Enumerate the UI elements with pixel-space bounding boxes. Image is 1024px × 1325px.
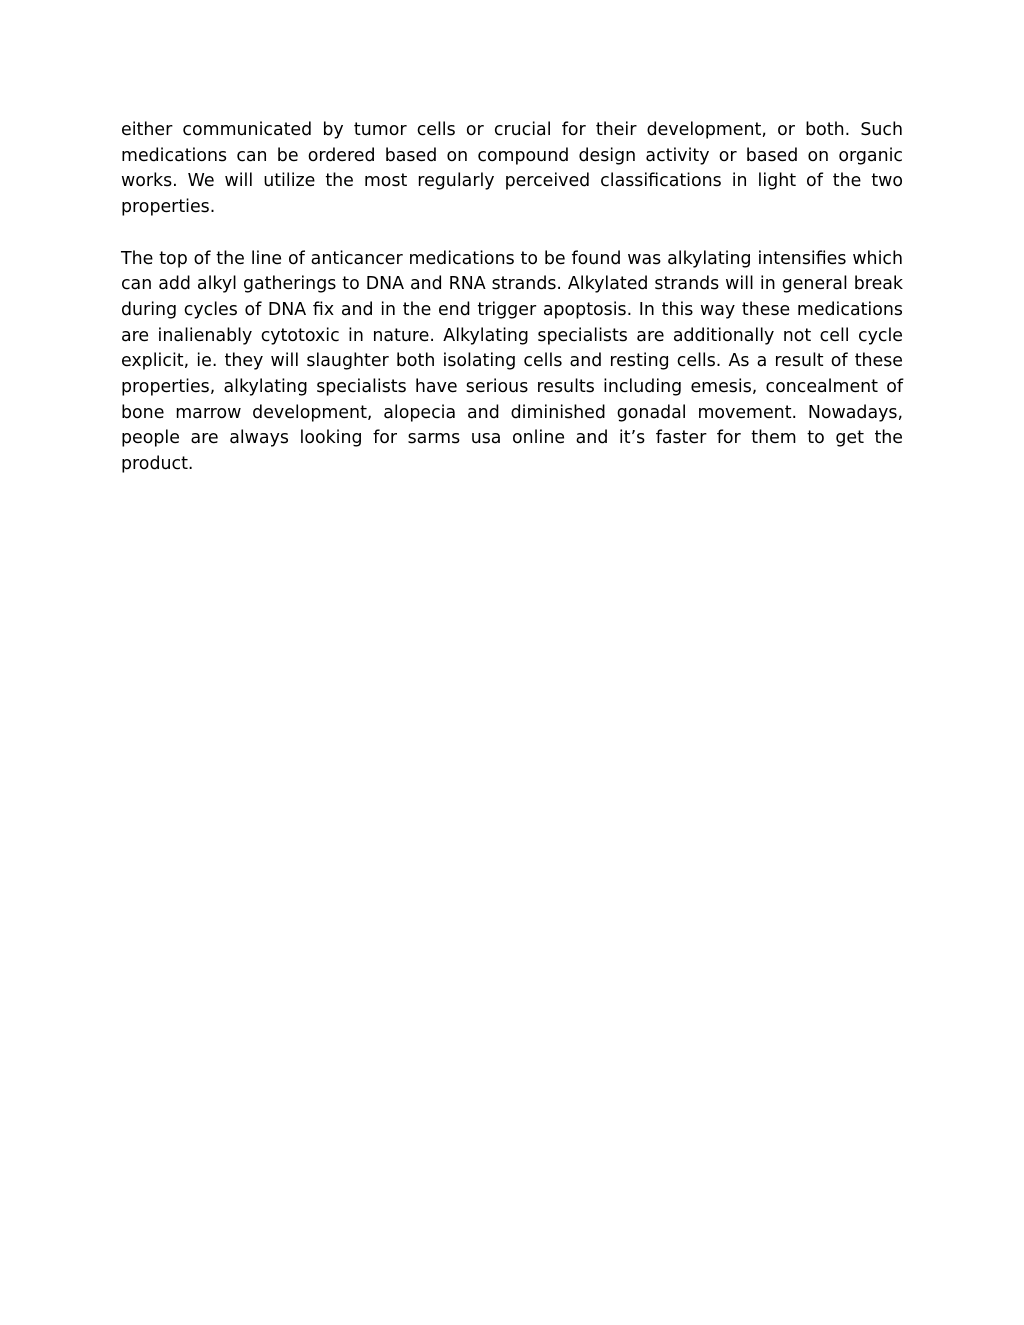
paragraph-2: The top of the line of anticancer medications to be found was alkylating intensifies which can add alkyl gatherings to DNA and RNA strands. Alkylated strands will in general break during cycles of DNA fix and in the end trigger apoptosis. In this way these medications are inalienably cytotoxic in nature. Alkylating specialists are additionally not cell cycle explicit, ie. they will slaughter both isolating cells and resting cells. As a result of these properties, alkylating specialists have serious results including emesis, concealment of bone marrow development, alopecia and diminished gonadal movement. Nowadays, people are always looking for sarms usa online and it’s faster for them to get the product. [121,248,903,475]
paragraph-1: either communicated by tumor cells or crucial for their development, or both. Such medications can be ordered based on compound design activity or based on organic works. We will utilize the most regularly perceived classifications in light of the two properties. [121,120,903,218]
document-body [121,118,903,478]
